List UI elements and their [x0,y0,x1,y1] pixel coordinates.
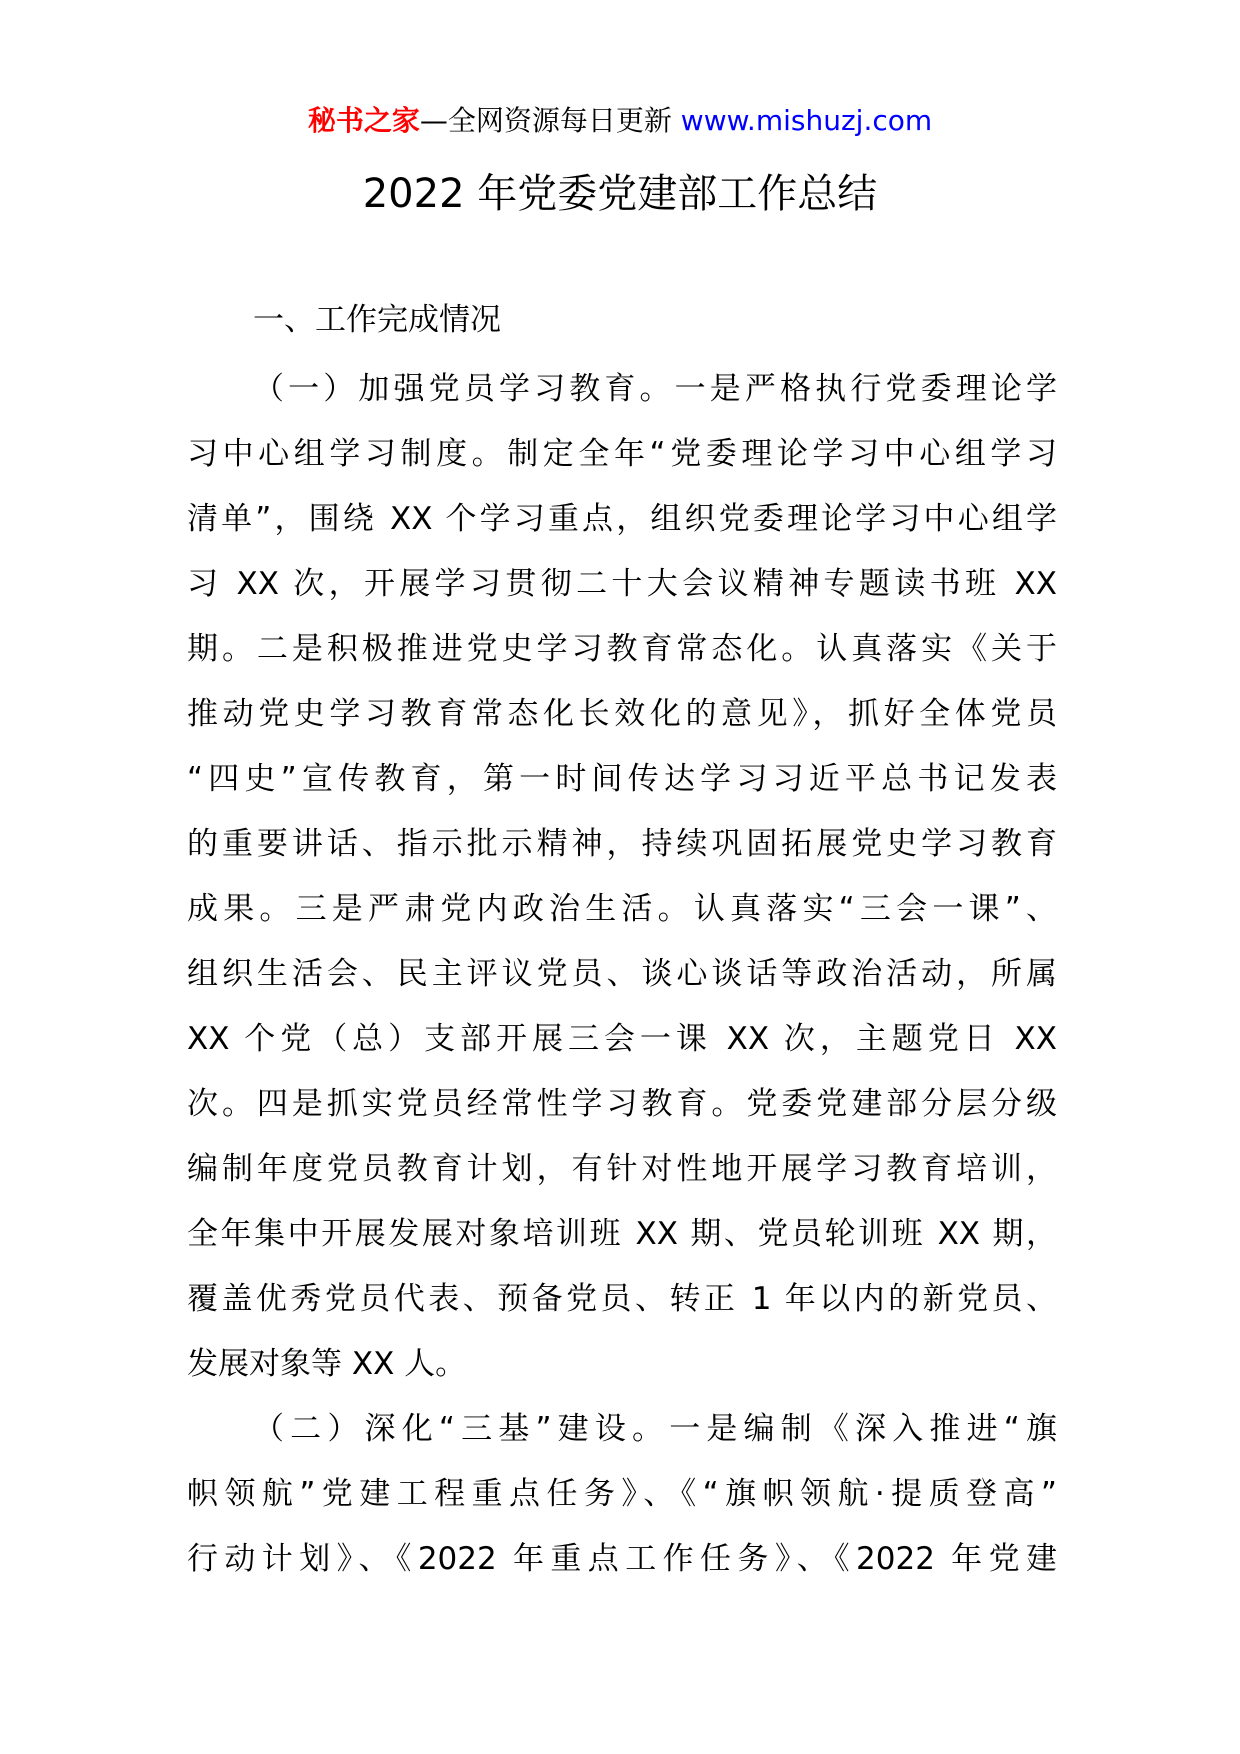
paragraph-work-2 [187,1397,1057,1592]
header-tagline: —全网资源每日更新 [419,104,672,137]
paragraph-line: “四史”宣传教育，第一时间传达学习习近平总书记发表 [187,761,1057,797]
site-header [0,101,1240,141]
paragraph-line: 次。四是抓实党员经常性学习教育。党委党建部分层分级 [187,1086,1057,1122]
paragraph-line: 组织生活会、民主评议党员、谈心谈话等政治活动，所属 [187,956,1057,992]
paragraph-line: 覆盖优秀党员代表、预备党员、转正 1 年以内的新党员、 [187,1281,1057,1317]
paragraph-work-1 [187,357,1057,1397]
brand-name: 秘书之家 [307,104,420,137]
paragraph-line: 习中心组学习制度。制定全年“党委理论学习中心组学习 [187,436,1057,472]
paragraph-line: 成果。三是严肃党内政治生活。认真落实“三会一课”、 [187,891,1057,927]
document-title: 2022 年党委党建部工作总结 [362,171,878,217]
section-heading: 一、工作完成情况 [253,302,501,338]
paragraph-line: 清单”，围绕 XX 个学习重点，组织党委理论学习中心组学 [187,501,1057,537]
paragraph-line: 全年集中开展发展对象培训班 XX 期、党员轮训班 XX 期， [187,1216,1057,1252]
paragraph-line: 编制年度党员教育计划，有针对性地开展学习教育培训， [187,1151,1057,1187]
paragraph-line: 推动党史学习教育常态化长效化的意见》，抓好全体党员 [187,696,1057,732]
paragraph-line: 的重要讲话、指示批示精神，持续巩固拓展党史学习教育 [187,826,1057,862]
paragraph-line: 发展对象等 XX 人。 [187,1346,467,1382]
site-url-link[interactable]: www.mishuzj.com [680,104,933,137]
paragraph-line: 期。二是积极推进党史学习教育常态化。认真落实《关于 [187,631,1057,667]
paragraph-line: 习 XX 次，开展学习贯彻二十大会议精神专题读书班 XX [187,566,1057,602]
paragraph-line: （一）加强党员学习教育。一是严格执行党委理论学 [253,371,1057,407]
paragraph-line: （二）深化“三基”建设。一是编制《深入推进“旗 [253,1411,1057,1447]
paragraph-line: 帜领航”党建工程重点任务》、《“旗帜领航·提质登高” [187,1476,1057,1512]
paragraph-line: 行动计划》、《2022 年重点工作任务》、《2022 年党建 [187,1541,1057,1577]
paragraph-line: XX 个党（总）支部开展三会一课 XX 次，主题党日 XX [187,1021,1057,1057]
